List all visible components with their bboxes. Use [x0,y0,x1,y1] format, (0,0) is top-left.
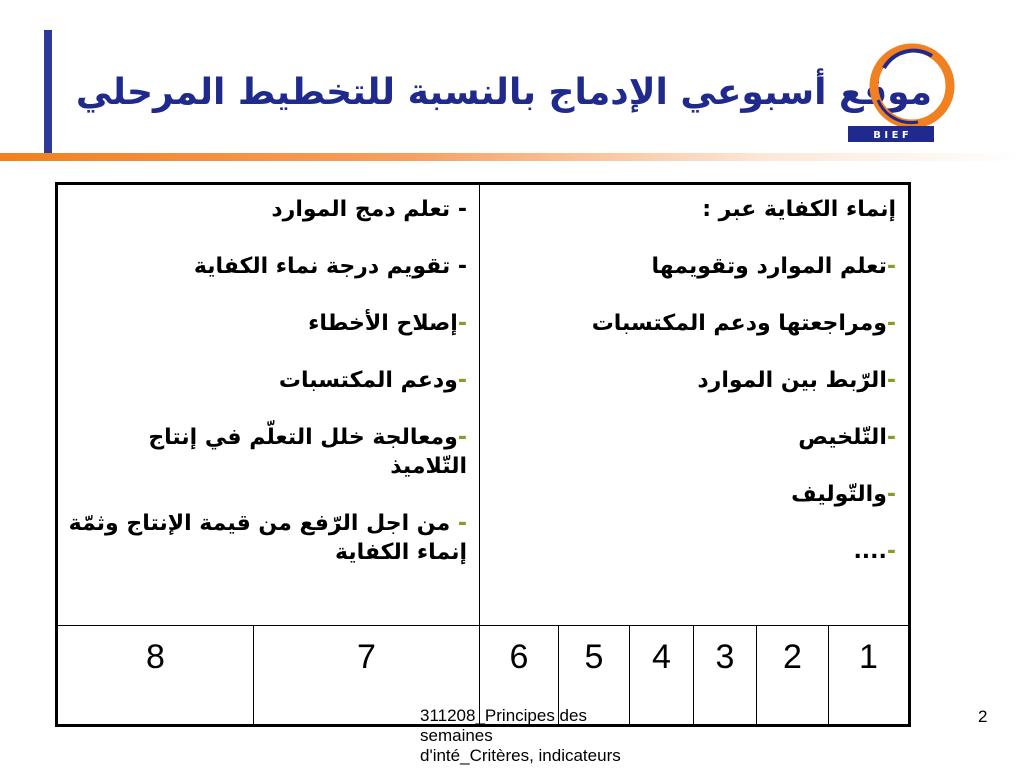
right-item-1: -تعلم الموارد وتقويمها [651,254,897,279]
week-number-1: 1 [829,626,910,726]
right-item-4: -التّلخيص [798,425,897,450]
slide-footer [420,706,720,766]
left-dash-item-1: - تعلم دمج الموارد [271,197,467,222]
right-heading: إنماء الكفاية عبر : [702,197,897,222]
left-bullet-item-4: - من اجل الرّفع من قيمة الإنتاج وثمّة إنماء الكفاية [68,511,467,565]
title-accent-bar [44,30,52,158]
week-number-4: 4 [630,626,694,726]
right-item-6: -.... [853,539,897,564]
left-dash-item-2: - تقويم درجة نماء الكفاية [193,254,467,279]
logo-text: B I E F [873,130,909,141]
bief-logo [848,38,972,146]
left-bullet-item-2: -ودعم المكتسبات [278,368,467,393]
slide-title: موقع أسبوعي الإدماج بالنسبة للتخطيط المرحلي [75,72,932,113]
integration-weeks-cell [57,184,480,626]
week-number-3: 3 [694,626,757,726]
footer-line-2: semaines [420,726,493,745]
week-number-7: 7 [254,626,480,726]
footer-line-3: d'inté_Critères, indicateurs [420,746,621,765]
left-bullet-item-3: -ومعالجة خلل التعلّم في إنتاج التّلاميذ [148,425,467,479]
title-underline [0,153,1024,161]
right-item-3: -الرّبط بين الموارد [697,368,897,393]
week-number-5: 5 [559,626,630,726]
right-item-2: -ومراجعتها ودعم المكتسبات [591,311,897,336]
week-number-6: 6 [480,626,559,726]
week-number-8: 8 [57,626,254,726]
left-bullet-item-1: -إصلاح الأخطاء [308,311,467,336]
right-item-5: -والتّوليف [791,482,897,507]
learning-weeks-cell [480,184,910,626]
integration-table [55,182,911,727]
week-number-2: 2 [757,626,829,726]
page-number: 2 [978,707,988,726]
footer-line-1: 311208_Principes des [420,706,587,725]
